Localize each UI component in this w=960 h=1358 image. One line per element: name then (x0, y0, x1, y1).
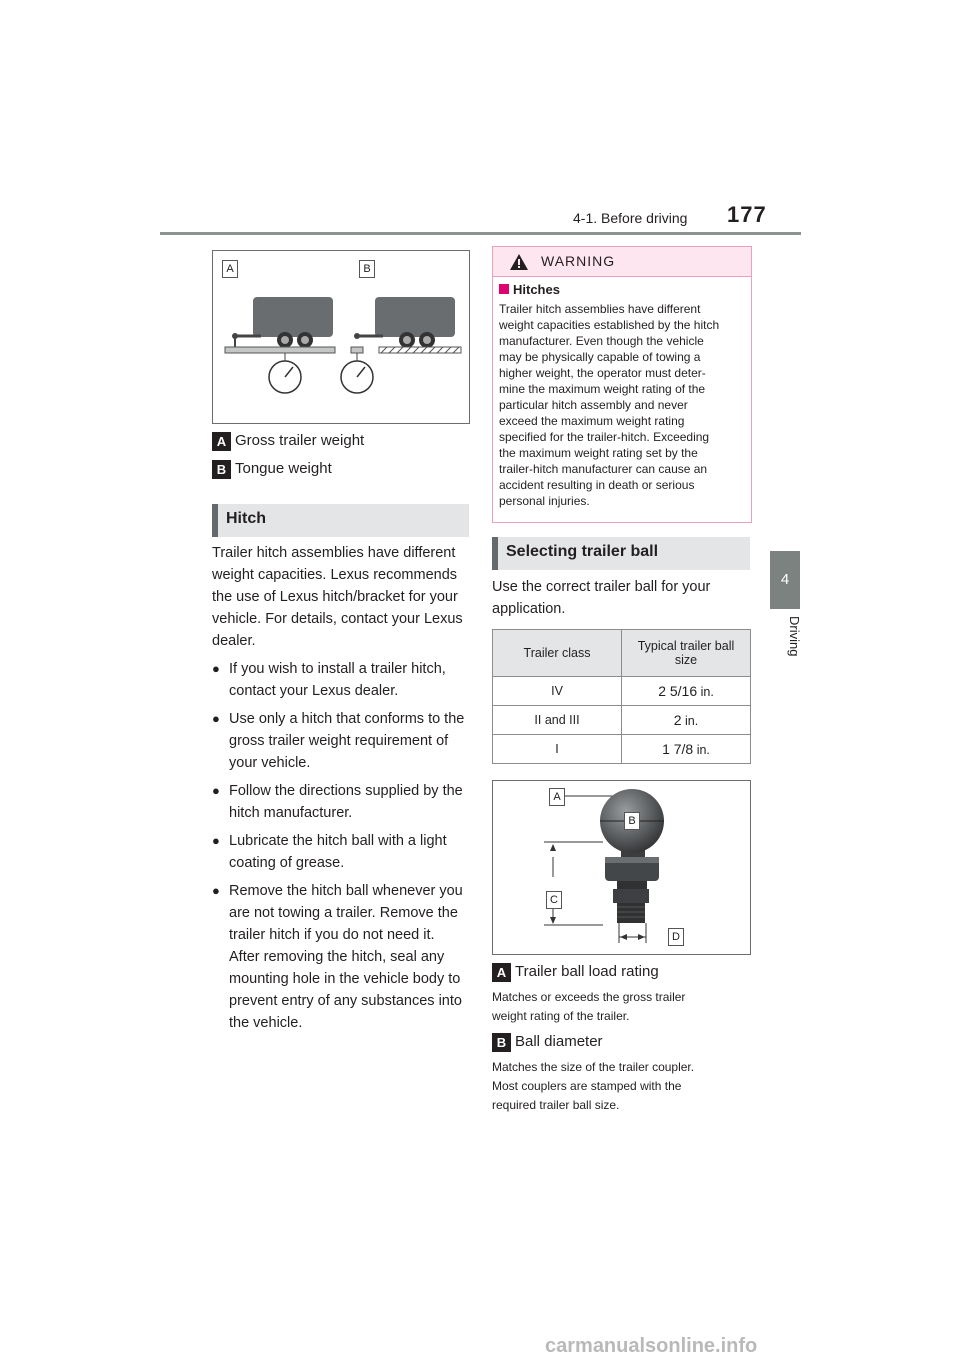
legend-text: Gross trailer weight (235, 432, 365, 450)
chapter-tab[interactable]: 4 (770, 551, 800, 609)
paragraph-line: dealer. (212, 633, 256, 649)
ball-size: 2 5/16 (658, 683, 698, 699)
watermark: carmanualsonline.info (545, 1335, 758, 1357)
ball-size: 2 (673, 712, 682, 728)
warning-line: exceed the maximum weight rating (499, 414, 685, 428)
legend-key: A (492, 963, 511, 982)
chapter-tab-label: Driving (787, 616, 802, 657)
legend-item-tongue-weight (212, 460, 332, 479)
legend-item-ball-diameter (492, 1033, 603, 1052)
list-item: ● Remove the hitch ball whenever you are not towing a trailer. Remove the trailer hitch if you do not need it. After removing the hitch, seal any mounting hole in the vehicle body to prevent entry of any substances into the vehicle. (212, 880, 466, 1034)
paragraph-line: application. (492, 601, 566, 617)
table-row (493, 677, 751, 706)
table-cell (622, 735, 751, 764)
section-title: 4-1. Before driving (573, 210, 688, 226)
legend-text: Trailer ball load rating (515, 963, 659, 981)
legend-description (492, 1058, 750, 1115)
ball-figure-label-b: B (624, 812, 640, 830)
legend-key: B (212, 460, 231, 479)
warning-line: higher weight, the operator must deter- (499, 366, 706, 380)
trailer-ball-table (492, 629, 751, 764)
ball-size-unit: in. (685, 714, 699, 728)
warning-content (493, 282, 751, 509)
warning-line: accident resulting in death or serious (499, 478, 695, 492)
table-header-cell: Typical trailer ball size (622, 630, 751, 677)
figure-label-a: A (222, 260, 238, 278)
paragraph-line: vehicle. For details, contact your Lexus (212, 611, 463, 627)
warning-line: weight capacities established by the hitch (499, 318, 720, 332)
legend-item-load-rating (492, 963, 659, 982)
warning-triangle-icon (509, 253, 529, 271)
warning-line: manufacturer. Even though the vehicle (499, 334, 704, 348)
ball-figure-label-a: A (549, 788, 565, 806)
warning-line: particular hitch assembly and never (499, 398, 688, 412)
list-item: ● If you wish to install a trailer hitch, contact your Lexus dealer. (212, 658, 466, 702)
list-item: ● Lubricate the hitch ball with a light coating of grease. (212, 830, 466, 874)
figure-label-b: B (359, 260, 375, 278)
description-line: Most couplers are stamped with the (492, 1079, 682, 1093)
legend-text: Ball diameter (515, 1033, 603, 1051)
warning-line: may be physically capable of towing a (499, 350, 701, 364)
description-line: Matches the size of the trailer coupler. (492, 1060, 695, 1074)
legend-text: Tongue weight (235, 460, 332, 478)
table-cell: IV (493, 677, 622, 706)
description-line: required trailer ball size. (492, 1098, 620, 1112)
description-line: weight rating of the trailer. (492, 1009, 630, 1023)
table-header-row (493, 630, 751, 677)
legend-key: A (212, 432, 231, 451)
trailer-ball-heading: Selecting trailer ball (492, 537, 750, 570)
ball-figure-label-d: D (668, 928, 684, 946)
hitch-heading: Hitch (212, 504, 469, 537)
trailer-ball-paragraph (492, 576, 750, 620)
ball-figure-label-c: C (546, 891, 562, 909)
trailer-weight-figure (212, 250, 470, 424)
ball-size: 1 7/8 (662, 741, 694, 757)
warning-box (492, 246, 752, 523)
trailer-ball-illustration (493, 781, 750, 954)
warning-line: the maximum weight rating set by the (499, 446, 698, 460)
warning-line: specified for the trailer-hitch. Exceeding (499, 430, 710, 444)
ball-size-unit: in. (700, 685, 714, 699)
legend-item-gross-weight (212, 432, 364, 451)
description-line: Matches or exceeds the gross trailer (492, 990, 686, 1004)
table-cell (622, 706, 751, 735)
paragraph-line: weight capacities. Lexus recommends (212, 567, 458, 583)
warning-title: WARNING (541, 253, 616, 269)
trailer-scale-illustration (213, 251, 469, 423)
ball-size-unit: in. (696, 743, 710, 757)
table-cell (622, 677, 751, 706)
warning-line: personal injuries. (499, 494, 590, 508)
legend-description (492, 988, 750, 1026)
table-row (493, 706, 751, 735)
warning-line: Trailer hitch assemblies have different (499, 302, 701, 316)
warning-subhead (499, 282, 745, 298)
hitch-paragraph (212, 542, 468, 652)
header-divider (160, 232, 801, 235)
table-header-cell: Trailer class (493, 630, 622, 677)
table-row (493, 735, 751, 764)
paragraph-line: the use of Lexus hitch/bracket for your (212, 589, 458, 605)
warning-line: mine the maximum weight rating of the (499, 382, 706, 396)
warning-line: trailer-hitch manufacturer can cause an (499, 462, 708, 476)
page-number: 177 (727, 202, 767, 227)
table-cell: II and III (493, 706, 622, 735)
hitch-bullet-list (212, 658, 466, 1040)
legend-key: B (492, 1033, 511, 1052)
list-item: ● Use only a hitch that conforms to the gross trailer weight requirement of your vehicle. (212, 708, 466, 774)
pink-square-icon (499, 284, 509, 294)
warning-header (493, 247, 751, 277)
trailer-ball-figure (492, 780, 751, 955)
warning-subhead-text: Hitches (513, 282, 560, 297)
list-item: ● Follow the directions supplied by the hitch manufacturer. (212, 780, 466, 824)
table-cell: I (493, 735, 622, 764)
paragraph-line: Use the correct trailer ball for your (492, 579, 711, 595)
paragraph-line: Trailer hitch assemblies have different (212, 545, 456, 561)
